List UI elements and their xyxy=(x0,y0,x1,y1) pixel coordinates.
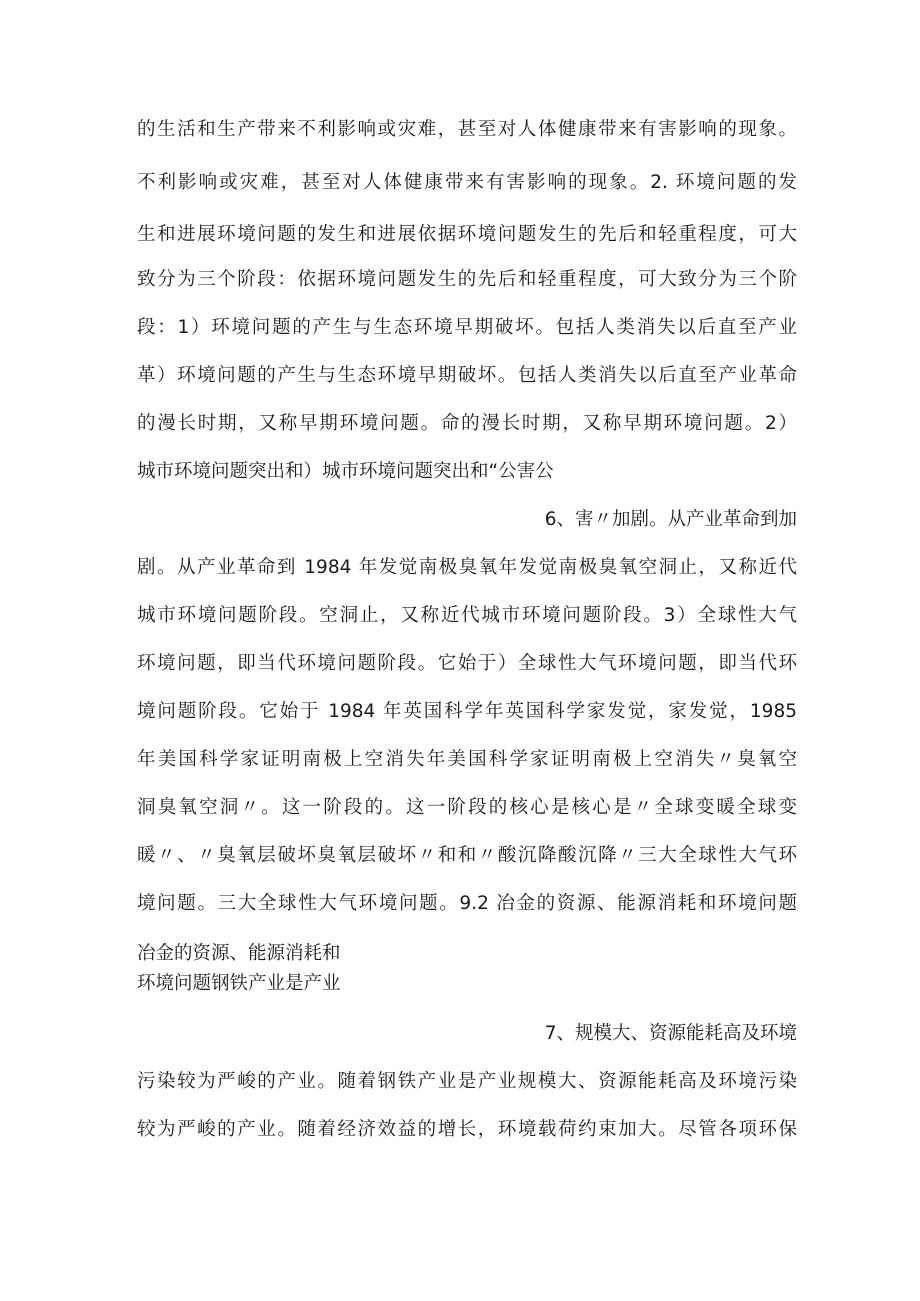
text-line: 6、害〃加剧。从产业革命到加 xyxy=(544,509,797,530)
text-line: 7、规模大、资源能耗高及环境 xyxy=(544,1023,797,1044)
text-line: 革）环境问题的产生与生态环境早期破坏。包括人类消失以后直至产业革命 xyxy=(137,365,797,386)
text-line: 不利影响或灾难，甚至对人体健康带来有害影响的现象。2. 环境问题的发 xyxy=(137,172,797,193)
text-line: 的漫长时期，又称早期环境问题。命的漫长时期，又称早期环境问题。2） xyxy=(137,413,797,434)
text-line: 环境问题钢铁产业是产业 xyxy=(137,973,341,994)
text-line: 致分为三个阶段：依据环境问题发生的先后和轻重程度，可大致分为三个阶 xyxy=(137,269,797,290)
text-line: 年美国科学家证明南极上空消失年美国科学家证明南极上空消失〃臭氧空 xyxy=(137,749,797,770)
text-line: 污染较为严峻的产业。随着钢铁产业是产业规模大、资源能耗高及环境污染 xyxy=(137,1071,797,1092)
text-line: 暖〃、〃臭氧层破坏臭氧层破坏〃和和〃酸沉降酸沉降〃三大全球性大气环 xyxy=(137,845,797,866)
text-line: 环境问题，即当代环境问题阶段。它始于）全球性大气环境问题，即当代环 xyxy=(137,653,797,674)
text-line: 的生活和生产带来不利影响或灾难，甚至对人体健康带来有害影响的现象。 xyxy=(137,119,797,140)
text-line: 境问题阶段。它始于 1984 年英国科学年英国科学家发觉，家发觉，1985 xyxy=(137,701,797,722)
text-line: 城市环境问题突出和）城市环境问题突出和“公害公 xyxy=(137,461,554,482)
text-line: 段：1）环境问题的产生与生态环境早期破坏。包括人类消失以后直至产业 xyxy=(137,317,797,338)
text-line: 较为严峻的产业。随着经济效益的增长，环境载荷约束加大。尽管各项环保 xyxy=(137,1119,797,1140)
text-line: 城市环境问题阶段。空洞止，又称近代城市环境问题阶段。3）全球性大气 xyxy=(137,605,797,626)
text-line: 境问题。三大全球性大气环境问题。9.2 冶金的资源、能源消耗和环境问题 xyxy=(137,893,797,914)
text-line: 洞臭氧空洞〃。这一阶段的。这一阶段的核心是核心是〃全球变暖全球变 xyxy=(137,797,797,818)
text-line: 冶金的资源、能源消耗和 xyxy=(137,943,341,964)
text-line: 剧。从产业革命到 1984 年发觉南极臭氧年发觉南极臭氧空洞止，又称近代 xyxy=(137,557,797,578)
text-line: 生和进展环境问题的发生和进展依据环境问题发生的先后和轻重程度，可大 xyxy=(137,224,797,245)
